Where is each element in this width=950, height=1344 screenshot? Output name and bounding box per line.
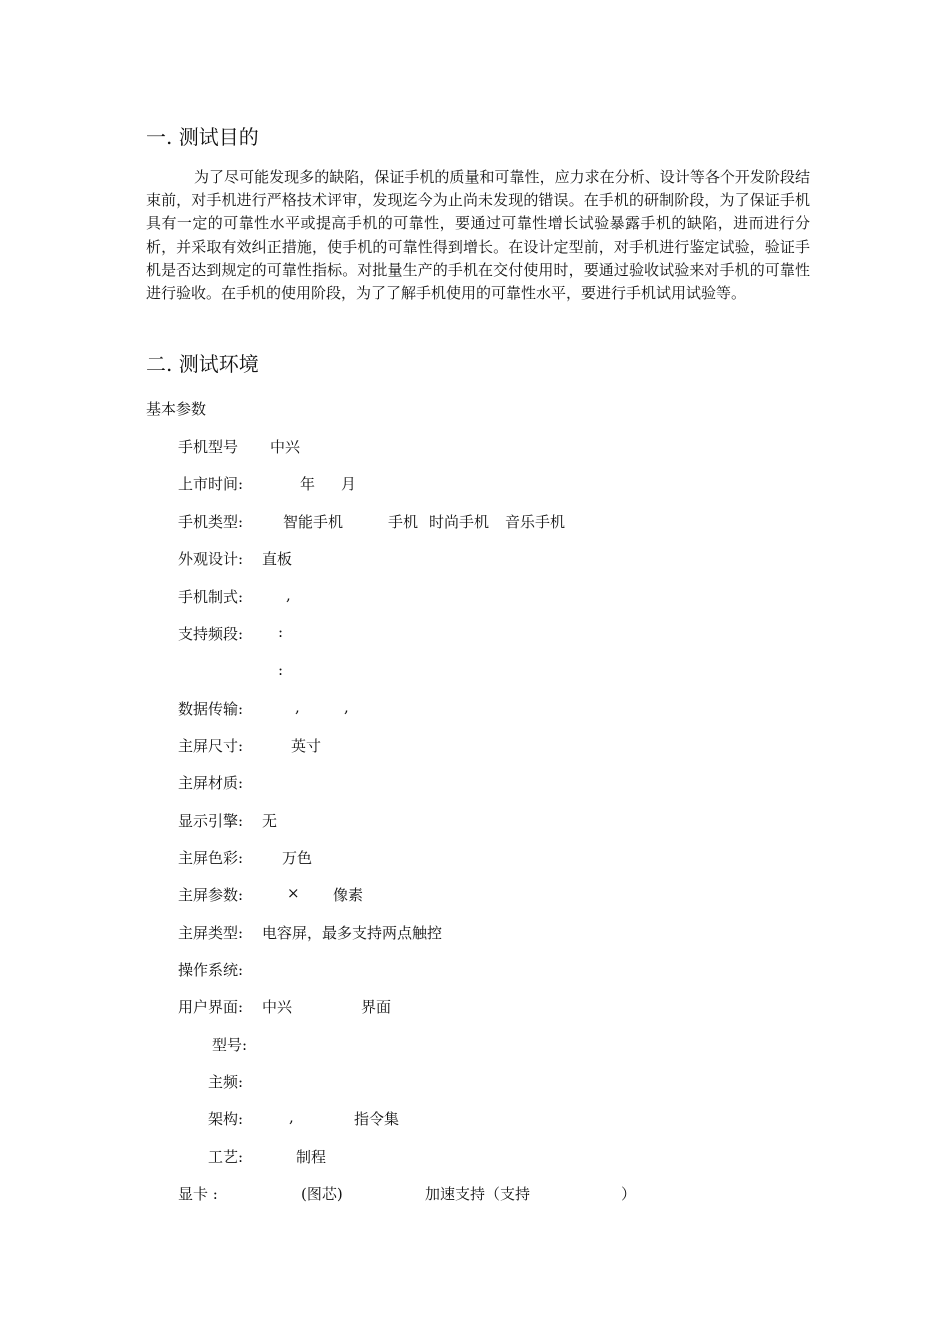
- param-label: 上市时间:: [178, 475, 244, 493]
- param-value: 电容屏，最多支持两点触控: [262, 924, 443, 942]
- param-label: 主屏类型:: [178, 924, 244, 942]
- section-heading-test-environment: 二. 测试环境: [146, 352, 259, 376]
- param-label: 支持频段:: [178, 625, 244, 643]
- param-label: 主屏色彩:: [178, 849, 244, 867]
- param-value: ,: [295, 698, 300, 716]
- param-value: 中兴: [262, 998, 293, 1016]
- param-value: :: [278, 661, 284, 679]
- param-label: 手机类型:: [178, 513, 244, 531]
- section-heading-test-purpose: 一. 测试目的: [146, 125, 259, 149]
- param-value-month: 月: [341, 475, 357, 493]
- param-value: 界面: [361, 998, 392, 1016]
- param-label: 数据传输:: [178, 700, 244, 718]
- param-label: 用户界面:: [178, 998, 244, 1016]
- param-label: 操作系统:: [178, 961, 244, 979]
- param-label: 主屏参数:: [178, 886, 244, 904]
- param-label: 显卡 :: [178, 1185, 218, 1203]
- param-value: 时尚手机: [429, 513, 490, 531]
- param-value: 加速支持（支持: [425, 1185, 531, 1203]
- param-value: 万色: [282, 849, 313, 867]
- param-value: ）: [621, 1185, 637, 1203]
- param-value: ×: [287, 884, 300, 902]
- param-label: 显示引擎:: [178, 812, 244, 830]
- param-value: (图芯): [301, 1185, 343, 1203]
- param-label: 架构:: [208, 1110, 244, 1128]
- param-label: 型号:: [212, 1036, 248, 1054]
- param-value: 制程: [296, 1148, 327, 1166]
- param-value: 无: [262, 812, 278, 830]
- basic-params-subheading: 基本参数: [146, 400, 207, 418]
- param-value: 手机: [388, 513, 419, 531]
- param-value: 直板: [262, 550, 293, 568]
- param-value: 音乐手机: [505, 513, 566, 531]
- param-value: ,: [344, 698, 349, 716]
- param-value-year: 年: [300, 475, 316, 493]
- test-purpose-paragraph: 为了尽可能发现多的缺陷，保证手机的质量和可靠性，应力求在分析、设计等各个开发阶段结束前，对手机进行严格技术评审，发现迄今为止尚未发现的错误。在手机的研制阶段，为了保证手机具有一定的可靠性水平或提高手机的可靠性，要通过可靠性增长试验暴露手机的缺陷，进而进行分析，并采取有效纠正措施，使手机的可靠性得到增长。在设计定型前，对手机进行鉴定试验，验证手机是否达到规定的可靠性指标。对批量生产的手机在交付使用时，要通过验收试验来对手机的可靠性进行验收。在手机的使用阶段，为了了解手机使用的可靠性水平，要进行手机试用试验等。: [146, 168, 810, 303]
- param-label: 主屏材质:: [178, 774, 244, 792]
- param-value: 智能手机: [283, 513, 344, 531]
- param-value: 像素: [333, 886, 364, 904]
- param-label: 主屏尺寸:: [178, 737, 244, 755]
- param-value: 指令集: [354, 1110, 400, 1128]
- param-label: 手机制式:: [178, 588, 244, 606]
- param-value: 英寸: [291, 737, 322, 755]
- param-label: 工艺:: [208, 1148, 244, 1166]
- param-value: :: [278, 623, 284, 641]
- param-value: 中兴: [270, 438, 301, 456]
- param-label: 主频:: [208, 1073, 244, 1091]
- param-label: 外观设计:: [178, 550, 244, 568]
- param-value: ,: [286, 586, 291, 604]
- param-value: ,: [289, 1108, 294, 1126]
- param-label: 手机型号: [178, 438, 239, 456]
